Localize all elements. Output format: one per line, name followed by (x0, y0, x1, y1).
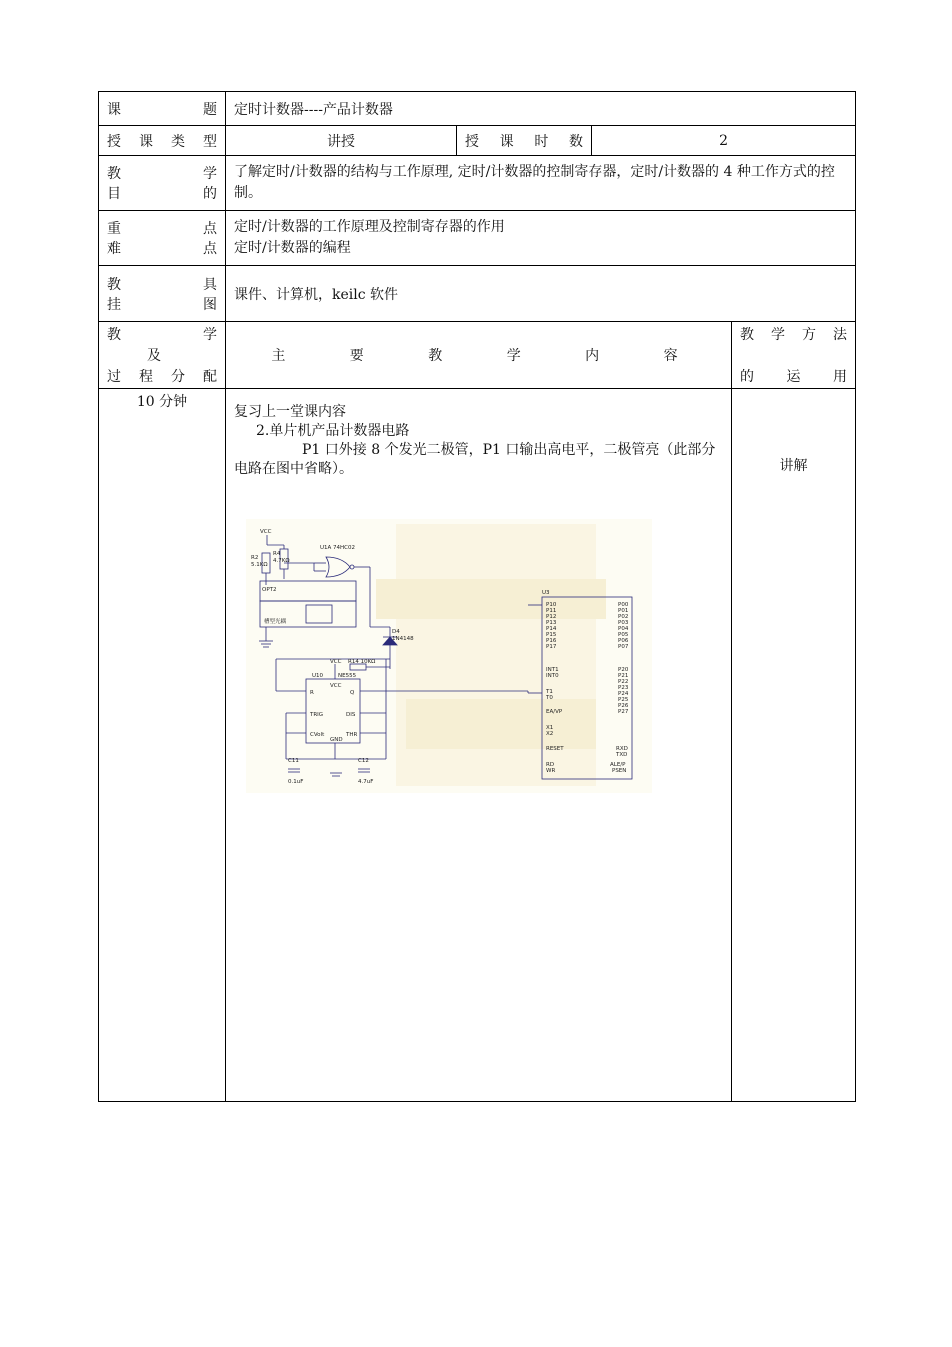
svg-text:P23: P23 (618, 685, 629, 691)
svg-text:P14: P14 (546, 626, 557, 632)
pin-555-trig: TRIG (310, 712, 324, 718)
c12-value: 4.7uF (358, 779, 374, 785)
opt-sublabel: 槽型光耦 (264, 619, 287, 625)
svg-text:X1: X1 (546, 725, 554, 731)
ne555-label: NE555 (338, 673, 357, 679)
objective-value: 了解定时/计数器的结构与工作原理, 定时/计数器的控制寄存器，定时/计数器的 4 种工作方式的控制。 (226, 156, 856, 211)
svg-text:T1: T1 (546, 689, 553, 695)
time-allocation: 10 分钟 (99, 389, 226, 1102)
vcc-label-1: VCC (260, 529, 272, 535)
svg-text:INT0: INT0 (546, 673, 559, 679)
mcu-p2-pins (618, 667, 629, 715)
r14-label: R14 10KΩ (348, 659, 376, 665)
pin-555-cvolt: CVolt (310, 732, 325, 738)
u3-label: U3 (542, 590, 550, 596)
opt-label: OPT2 (262, 587, 277, 593)
svg-text:WR: WR (546, 768, 556, 774)
svg-text:P02: P02 (618, 614, 629, 620)
svg-text:P15: P15 (546, 632, 557, 638)
course-type-value: 讲授 (226, 126, 457, 156)
d4-label: D4 (392, 629, 400, 635)
svg-text:INT1: INT1 (546, 667, 559, 673)
svg-text:P25: P25 (618, 697, 629, 703)
svg-text:TXD: TXD (616, 752, 628, 758)
svg-text:P27: P27 (618, 709, 629, 715)
r2-value: 5.1KΩ (251, 562, 268, 568)
mcu-p1-pins (546, 602, 557, 650)
c11-label: C11 (288, 758, 299, 764)
svg-text:P16: P16 (546, 638, 557, 644)
svg-text:P00: P00 (618, 602, 629, 608)
c12-label: C12 (358, 758, 369, 764)
tools-label: 教 具 挂 图 (99, 266, 226, 322)
svg-text:P05: P05 (618, 632, 629, 638)
pin-555-q: Q (350, 690, 355, 696)
topic-label: 课 题 (99, 92, 226, 126)
pin-555-r: R (310, 690, 314, 696)
svg-text:P01: P01 (618, 608, 629, 614)
svg-text:P11: P11 (546, 608, 557, 614)
mcu-p0-pins (618, 602, 629, 650)
schematic-svg (246, 519, 652, 793)
main-content-header: 主 要 教 学 内 容 (226, 322, 732, 389)
pin-555-vcc: VCC (330, 683, 342, 689)
lesson-plan-table (98, 91, 856, 1102)
pin-555-gnd: GND (330, 737, 343, 743)
section-title: 2.单片机产品计数器电路 (256, 423, 410, 439)
process-header: 教 学 及 过 程 分 配 (99, 322, 226, 389)
svg-text:P03: P03 (618, 620, 629, 626)
svg-text:P21: P21 (618, 673, 629, 679)
focus-line-2: 定时/计数器的编程 (234, 240, 351, 256)
svg-text:P24: P24 (618, 691, 629, 697)
pin-555-thr: THR (346, 732, 358, 738)
content-paragraph: P1 口外接 8 个发光二极管，P1 口输出高电平，二极管亮（此部分电路在图中省略）。 (234, 442, 716, 477)
method-header: 教 学 方 法 的 运 用 (732, 322, 856, 389)
main-content (226, 389, 732, 1102)
svg-text:P13: P13 (546, 620, 557, 626)
u10-label: U10 (312, 673, 324, 679)
review-line: 复习上一堂课内容 (234, 404, 346, 420)
focus-value (226, 211, 856, 266)
pin-555-dis: DIS (346, 712, 356, 718)
svg-text:RXD: RXD (616, 746, 628, 752)
course-type-label: 授 课 类 型 (99, 126, 226, 156)
focus-line-1: 定时/计数器的工作原理及控制寄存器的作用 (234, 219, 505, 235)
vcc-label-2: VCC (330, 659, 342, 665)
circuit-schematic (246, 519, 652, 793)
tools-value: 课件、计算机，keilc 软件 (226, 266, 856, 322)
svg-text:RD: RD (546, 762, 555, 768)
u1a-label: U1A 74HC02 (320, 545, 356, 551)
svg-text:X2: X2 (546, 731, 554, 737)
watermark-shape-2 (376, 579, 606, 619)
c11-value: 0.1uF (288, 779, 304, 785)
svg-text:P04: P04 (618, 626, 629, 632)
svg-text:P06: P06 (618, 638, 629, 644)
svg-text:P22: P22 (618, 679, 629, 685)
hours-value: 2 (592, 126, 856, 156)
svg-text:EA/VP: EA/VP (546, 709, 563, 715)
objective-label: 教 学 目 的 (99, 156, 226, 211)
topic-value: 定时计数器----产品计数器 (226, 92, 856, 126)
svg-text:P20: P20 (618, 667, 629, 673)
svg-text:P10: P10 (546, 602, 557, 608)
svg-text:P26: P26 (618, 703, 629, 709)
watermark-shape-3 (406, 699, 596, 749)
svg-text:P07: P07 (618, 644, 629, 650)
svg-text:P17: P17 (546, 644, 557, 650)
svg-text:P12: P12 (546, 614, 557, 620)
hours-label: 授 课 时 数 (457, 126, 592, 156)
r4-label: R4 (273, 551, 281, 557)
svg-text:RESET: RESET (546, 746, 564, 752)
focus-label: 重 点 难 点 (99, 211, 226, 266)
r2-label: R2 (251, 555, 259, 561)
r4-value: 4.7KΩ (273, 558, 290, 564)
svg-text:T0: T0 (546, 695, 553, 701)
teaching-method: 讲解 (732, 389, 856, 1102)
svg-text:PSEN: PSEN (612, 768, 627, 774)
svg-text:ALE/P: ALE/P (610, 762, 626, 768)
d4-value: 1N4148 (392, 636, 414, 642)
